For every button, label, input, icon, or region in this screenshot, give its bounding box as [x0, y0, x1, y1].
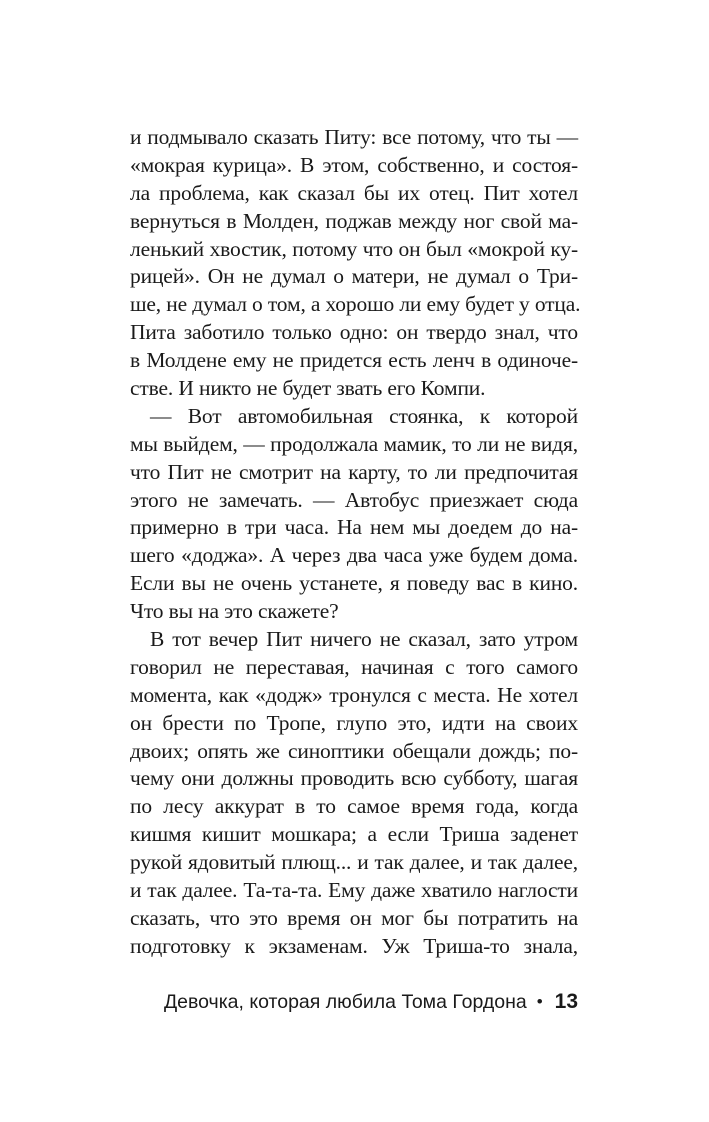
- text-line: двоих; опять же синоптики обещали дождь; по-: [130, 738, 578, 763]
- text-line: шего «доджа». А через два часа уже будем дома.: [130, 543, 578, 568]
- text-line: — Вот автомобильная стоянка, к которой: [150, 403, 578, 428]
- text-line: и подмывало сказать Питу: все потому, что ты —: [130, 125, 578, 149]
- bullet-separator: •: [536, 992, 543, 1011]
- text-line: примерно в три часа. На нем мы доедем до на-: [130, 515, 578, 540]
- text-line: и так далее. Та-та-та. Ему даже хватило наглости: [130, 878, 578, 903]
- text-line: по лесу аккурат в то самое время года, когда: [130, 794, 578, 819]
- text-line: Если вы не очень устанете, я поведу вас в кино.: [130, 571, 578, 596]
- text-line: рукой ядовитый плющ... и так далее, и так далее,: [130, 850, 578, 875]
- text-line: стве. И никто не будет звать его Компи.: [130, 376, 486, 401]
- page-number: 13: [554, 990, 578, 1013]
- text-line: ше, не думал о том, а хорошо ли ему будет у отца.: [130, 292, 581, 317]
- text-line: ла проблема, как сказал бы их отец. Пит хотел: [130, 180, 578, 205]
- text-line: сказать, что это время он мог бы потратить на: [130, 905, 578, 930]
- text-line: мы выйдем, — продолжала мамик, то ли не видя,: [130, 431, 578, 456]
- text-line: ленький хвостик, потому что он был «мокрой ку-: [130, 236, 578, 261]
- book-title: Девочка, которая любила Тома Гордона: [163, 991, 527, 1013]
- text-line: В тот вечер Пит ничего не сказал, зато утром: [150, 627, 578, 652]
- text-line: этого не замечать. — Автобус приезжает сюда: [130, 487, 578, 512]
- text-line: Что вы на это скажете?: [130, 599, 339, 624]
- text-line: рицей». Он не думал о матери, не думал о Три-: [130, 264, 578, 289]
- text-line: чему они должны проводить всю субботу, шагая: [130, 766, 578, 791]
- text-line: Пита заботило только одно: он твердо знал, что: [130, 320, 578, 345]
- text-line: в Молдене ему не придется есть ленч в одиноче-: [130, 348, 578, 373]
- text-line: подготовку к экзаменам. Уж Триша-то знала,: [130, 933, 578, 958]
- running-footer: [146, 988, 578, 1016]
- text-line: говорил не переставая, начиная с того самого: [130, 654, 578, 679]
- text-line: момента, как «додж» тронулся с места. Не хотел: [130, 682, 578, 707]
- text-line: кишмя кишит мошкара; а если Триша заденет: [130, 822, 578, 847]
- text-line: «мокрая курица». В этом, собственно, и состоя-: [130, 152, 578, 177]
- text-line: вернуться в Молден, поджав между ног свой ма-: [130, 208, 578, 233]
- text-line: что Пит не смотрит на карту, то ли предпочитая: [130, 459, 578, 484]
- text-line: он брести по Тропе, глупо это, идти на своих: [130, 710, 578, 735]
- body-text: [130, 124, 581, 961]
